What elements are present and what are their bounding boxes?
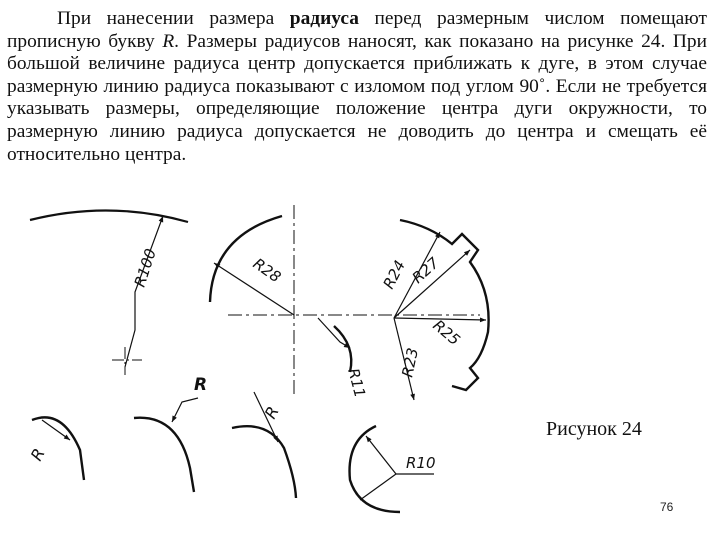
label-r27: R27 (408, 253, 443, 287)
label-r25: R25 (429, 316, 464, 350)
arc-bottom-2 (134, 418, 194, 492)
label-r23: R23 (398, 346, 423, 379)
text-part-1: При нанесении размера (57, 8, 290, 29)
figure-caption: Рисунок 24 (546, 418, 642, 440)
label-r100: R100 (130, 246, 160, 290)
arc-bottom-1 (32, 417, 84, 480)
dimline-r11 (318, 318, 350, 348)
label-r-bottom-3: R (260, 403, 283, 422)
arc-bottom-3 (232, 426, 296, 498)
text-part-4: . Если не требуется указывать размеры, определяющие положение центра дуги окружности, то размерную линию радиуса допускается не доводить до центра и смещать её относительно центра. (7, 75, 707, 165)
text-part-3: . Размеры радиусов наносят, как показано на рисунке 24. При большой величине радиуса центр допускается приближать к дуге, в этом случае размерную линию радиуса показывают с изломом под углом 90 (7, 30, 707, 97)
page-number: 76 (660, 500, 674, 514)
label-r-bottom-2: R (194, 375, 208, 395)
dimline-bottom-1 (42, 420, 70, 440)
arc-r100 (30, 210, 188, 222)
text-part-2: перед размерным числом помещают прописную букву (7, 8, 707, 52)
arc-r28 (210, 216, 282, 302)
dimline-bottom-2 (172, 398, 198, 422)
label-r24: R24 (379, 257, 409, 292)
text-bold-term: радиуса (289, 8, 359, 29)
degree-mark: ˚ (538, 75, 546, 97)
label-r10: R10 (406, 454, 436, 472)
dimline-r10 (366, 436, 396, 474)
dimline-r100 (125, 216, 163, 367)
label-r-bottom-1: R (26, 445, 49, 464)
text-letter-r: R (162, 30, 175, 52)
label-r11: R11 (344, 366, 370, 400)
dimline-r10-arm (360, 474, 396, 500)
label-r28: R28 (249, 254, 285, 287)
arc-r11 (334, 326, 351, 372)
